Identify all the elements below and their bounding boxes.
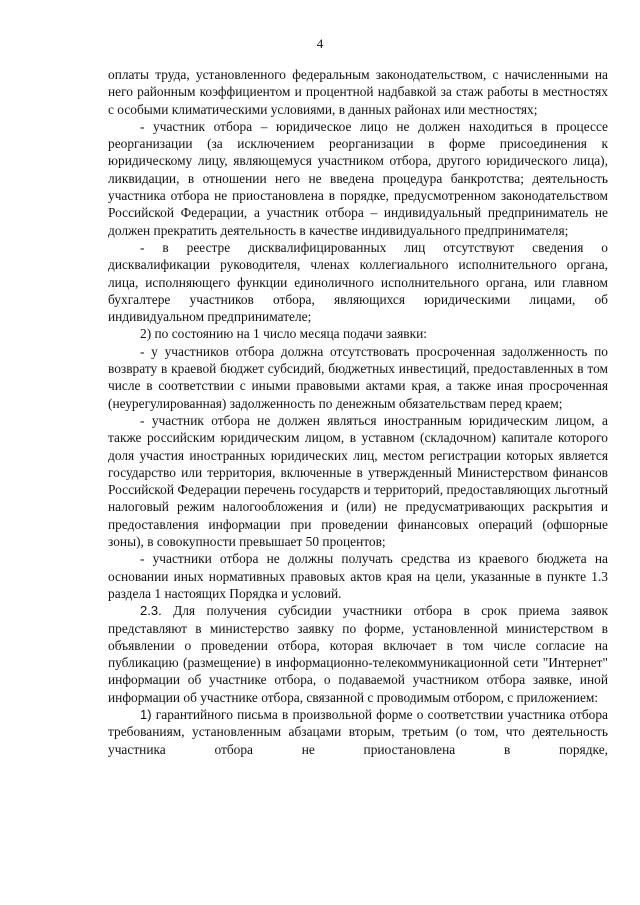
document-body (108, 66, 608, 758)
paragraph-item-2-heading: 2) по состоянию на 1 число месяца подачи заявки: (140, 326, 428, 342)
paragraph-overdue-debt: - у участников отбора должна отсутствовать просроченная задолженность по возврату в краевой бюджет субсидий, бюджетных инвестиций, предоставленных в том числе в соответствии с иными правовыми актами края, а также иная просроченная (неурегулированная) задолженность по денежным обязательствам перед краем; (108, 343, 608, 411)
paragraph-foreign-entity: - участник отбора не должен являться иностранным юридическим лицом, а также российским юридическим лицом, в уставном (складочном) капитале которого доля участия иностранных юридических лиц, местом регистрации которых является государство или территория, включенные в утвержденный Министерством финансов Российской Федерации перечень государств и территорий, предоставляющих льготный налоговый режим налогообложения и (или) не предусматривающих раскрытия и предоставления информации при проведении финансовых операций (офшорные зоны), в совокупности превышает 50 процентов; (108, 412, 608, 550)
clause-number: 2.3. (140, 603, 162, 619)
list-item-text: гарантийного письма в произвольной форме о соответствии участника отбора требованиям, установленным абзацами вторым, третьим (о том, что деятельность участника отбора не приостановлена в порядке, (108, 706, 608, 757)
clause-text: Для получения субсидии участники отбора в срок приема заявок представляют в министерство заявку по форме, установленной министерством в объявлении о проведении отбора, которая включает в том числе согласие на публикацию (размещение) в информационно-телекоммуникационной сети "Интернет" информации об участнике отбора, о подаваемой участником отбора заявке, иной информации об участнике отбора, связанной с проводимым отбором, с приложением: (108, 603, 608, 705)
paragraph-wage-continuation: оплаты труда, установленного федеральным законодательством, с начисленными на него районным коэффициентом и процентной надбавкой за стаж работы в местностях с особыми климатическими условиями, в данных районах или местностях; (108, 67, 608, 117)
list-item-number: 1) (140, 706, 152, 722)
paragraph-other-budget-funds: - участники отбора не должны получать средства из краевого бюджета на основании иных нормативных правовых актов края на цели, указанные в пункте 1.3 раздела 1 настоящих Порядка и условий. (108, 551, 608, 601)
paragraph-reorganization: - участник отбора – юридическое лицо не должен находиться в процессе реорганизации (за исключением реорганизации в форме присоединения к юридическому лицу, являющемуся участником отбора, другого юридического лица), ликвидации, в отношении него не введена процедура банкротства; деятельность участника отбора не приостановлена в порядке, предусмотренном законодательством Российской Федерации, а участник отбора – индивидуальный предприниматель не должен прекратить деятельность в качестве индивидуального предпринимателя; (108, 118, 608, 238)
paragraph-2-3-application (108, 602, 608, 706)
paragraph-disqualified-registry: - в реестре дисквалифицированных лиц отсутствуют сведения о дисквалификации руководителя, членах коллегиального исполнительного органа, лица, исполняющего функции единоличного исполнительного органа, или главном бухгалтере участников отбора, являющихся юридическими лицами, об индивидуальном предпринимателе; (108, 239, 608, 325)
page-number: 4 (316, 36, 324, 51)
paragraph-guarantee-letter (108, 706, 608, 758)
